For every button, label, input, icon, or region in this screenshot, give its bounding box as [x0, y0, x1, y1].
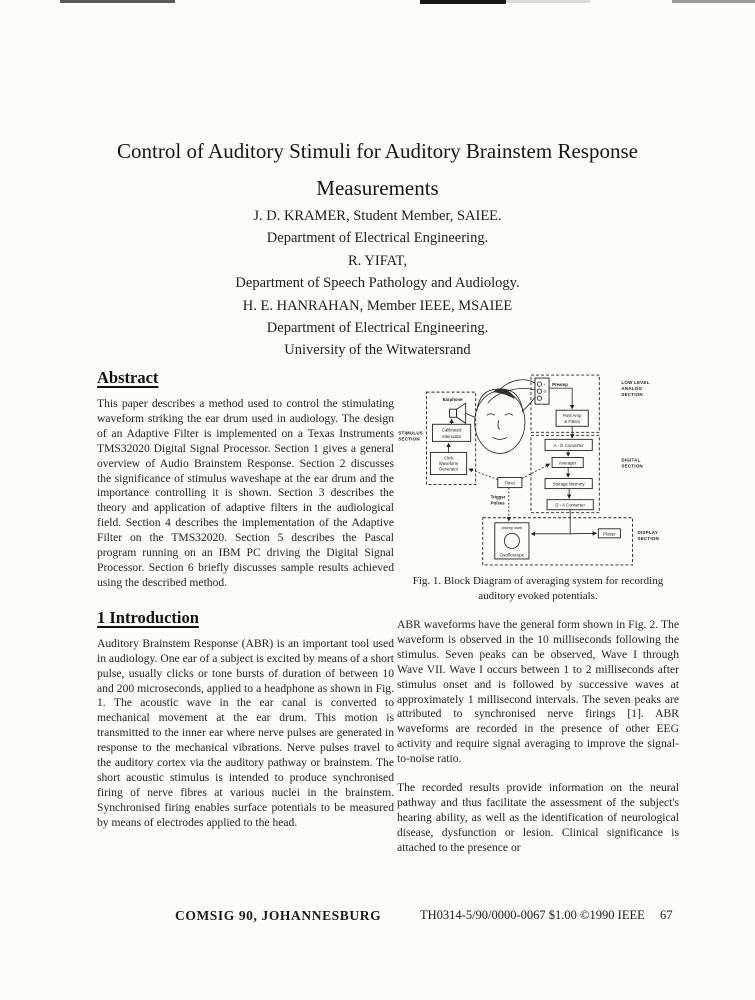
- abstract-body: This paper describes a method used to control the stimulating waveform striking the ear drum used in audiology. The design of an Adaptive Filter is implemented on a Texas Instruments TMS32020 Digital Signal Processor. Section 1 gives a general overview of Audio Brainstem Response. Section 2 discusses the significance of stimulus waveshape at the ear drum and the importance controlling it is shown. Section 3 describes the theory and application of adaptive filters in the audiological field. Section 4 describes the implementation of the Adaptive Filter on the TMS32020. Section 5 describes the Pascal program running on an IBM PC driving the Digital Signal Processor. Section 6 briefly discusses sample results achieved using the described method.: [97, 397, 394, 589]
- sweep-start-label: (sweep start): [501, 525, 523, 530]
- page-number: 67: [660, 908, 673, 922]
- abstract-heading: Abstract: [97, 368, 159, 387]
- author-line: H. E. HANRAHAN, Member IEEE, MSAIEE: [242, 297, 513, 314]
- stimulus-section-label: STIMULUS: [398, 430, 423, 436]
- low-level-section-label: ANALOG: [621, 386, 643, 392]
- plotter-label: Plotter: [603, 531, 616, 537]
- terminal-polarity-label: -: [543, 396, 545, 401]
- terminal-contact: [537, 389, 541, 393]
- preamp-label: Preamp: [552, 382, 568, 388]
- stimulus-section-label: SECTION: [398, 436, 420, 442]
- timer-to-averager-dashed: [522, 464, 550, 479]
- author-line: R. YIFAT,: [348, 252, 407, 269]
- scan-artifact: [60, 0, 175, 3]
- timer-label: Timer: [504, 480, 516, 486]
- earphone-label: Earphone: [442, 397, 463, 403]
- paper-title-line1: Control of Auditory Stimuli for Auditory Brainstem Response: [117, 139, 638, 163]
- author-affiliation: Department of Electrical Engineering.: [266, 320, 489, 337]
- post-amp-label: Post Amp: [562, 412, 582, 418]
- paper-title-line2: Measurements: [316, 176, 439, 200]
- terminal-contact: [537, 382, 541, 386]
- scan-artifact: [506, 0, 590, 3]
- terminal-polarity-label: G: [543, 389, 547, 394]
- author-block: [0, 205, 755, 362]
- display-section-label: SECTION: [637, 535, 659, 541]
- calibrated-attenuator-label: Attenuator: [441, 433, 462, 439]
- terminal-polarity-label: +: [543, 382, 546, 387]
- averager-label: Averager: [558, 460, 577, 466]
- right-column-paragraph-2: The recorded results provide information on the neural pathway and thus facilitate the assessment of the subject's hearing ability, as well as the identification of neurological disease, dysfunction or lesion. Clinical significance is attached to the presence or: [397, 781, 679, 854]
- subject-head-drawing: [475, 389, 525, 454]
- block-diagram-svg: [397, 366, 679, 568]
- copyright-notice: TH0314-5/90/0000-0067 $1.00 ©1990 IEEE: [420, 908, 645, 922]
- author-affiliation: Department of Speech Pathology and Audiology.: [235, 275, 520, 292]
- left-column: [97, 368, 394, 831]
- da-converter-label: D - A Converter: [555, 502, 585, 508]
- ad-converter-label: A - D Converter: [553, 442, 584, 448]
- author-line: J. D. KRAMER, Student Member, SAIEE.: [253, 208, 502, 224]
- introduction-heading: 1 Introduction: [97, 607, 199, 627]
- calibrated-attenuator-label: Calibrated: [441, 427, 462, 433]
- author-affiliation: Department of Electrical Engineering.: [266, 230, 489, 247]
- oscilloscope-screen: [504, 533, 519, 548]
- paper-title: [0, 133, 755, 207]
- digital-section-label: DIGITAL: [621, 457, 641, 463]
- electrode-wire: [522, 397, 535, 411]
- click-generator-label: Generator: [438, 466, 459, 472]
- right-column: [397, 366, 679, 856]
- timer-to-generator-dashed: [469, 469, 498, 480]
- figure-1-block-diagram: [397, 366, 679, 568]
- earphone-to-ear-wire: [466, 413, 475, 417]
- low-level-section-label: LOW LEVEL: [621, 380, 650, 386]
- figure-1-caption: [397, 574, 679, 604]
- wire-to-plotter: [570, 533, 596, 534]
- figure-caption-line1: Fig. 1. Block Diagram of averaging system for recording: [412, 575, 664, 587]
- storage-memory-label: Storage Memory: [552, 481, 585, 487]
- low-level-section-label: SECTION: [621, 392, 643, 398]
- display-section-label: DISPLAY: [637, 529, 659, 535]
- post-amp-label: & Filters: [564, 418, 581, 424]
- right-column-paragraph-1: ABR waveforms have the general form shown in Fig. 2. The waveform is observed in the 10 milliseconds following the stimulus. Seven peaks can be observed, Wave I through Wave VII. Wave I occurs between 1 to 2 milliseconds after stimulus onset and is followed by successive waves at approximately 1 millisecond intervals. The seven peaks are attributed to synchronised nerve firings [1]. ABR waveforms are recorded in the presence of other EEG activity and require signal averaging to improve the signal-to-noise ratio.: [397, 618, 679, 766]
- conference-name: COMSIG 90, JOHANNESBURG: [175, 908, 382, 923]
- trigger-pulses-label: Pulses: [490, 500, 505, 506]
- author-institution: University of the Witwatersrand: [284, 342, 471, 359]
- trigger-pulses-label: Trigger: [490, 494, 506, 500]
- introduction-body: Auditory Brainstem Response (ABR) is an important tool used in audiology. One ear of a subject is excited by means of a short pulse, usually clicks or tone bursts of duration of between 10 and 200 microseconds, applied to a headphone as shown in Fig. 1. The acoustic wave in the ear canal is converted to mechanical movement at the ear drum. This motion is transmitted to the inner ear where nerve pulses are generated in response to the mechanical vibrations. Nerve pulses travel to the auditory cortex via the auditory pathway or brainstem. The short acoustic stimulus is intended to produce synchronised firing of nerve fibres at various nuclei in the brainstem. Synchronised firing enables surface potentials to be measured by means of electrodes applied to the head.: [97, 636, 394, 829]
- digital-section-label: SECTION: [621, 463, 643, 469]
- terminal-contact: [537, 396, 541, 400]
- click-generator-label: Waveform: [438, 460, 459, 466]
- oscilloscope-label: Oscilloscope: [499, 552, 525, 558]
- scan-artifact: [420, 0, 506, 4]
- scan-artifact: [672, 0, 755, 3]
- preamp-to-postamp-wire: [549, 388, 572, 409]
- click-generator-label: Click: [443, 455, 454, 461]
- figure-caption-line2: auditory evoked potentials.: [478, 590, 598, 602]
